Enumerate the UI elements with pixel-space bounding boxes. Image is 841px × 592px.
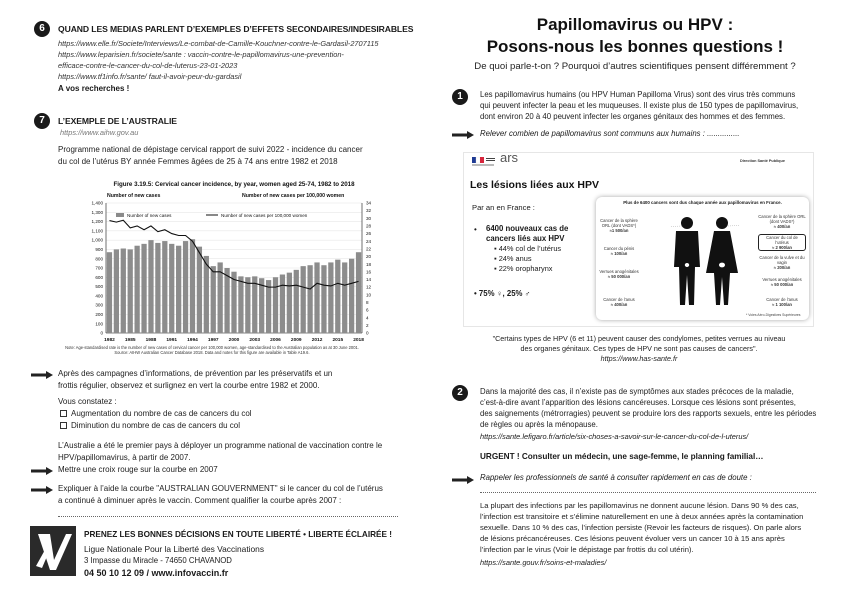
answer-line[interactable] — [58, 516, 398, 517]
card-title: Les lésions liées aux HPV — [470, 179, 599, 191]
left-tick-label: 300 — [95, 302, 103, 308]
x-tick-label: 1988 — [145, 338, 157, 343]
right-tick-label: 34 — [366, 200, 372, 206]
section-2-line-1: Dans la majorité des cas, il n’existe pas de symptômes aux stades précoces de la maladie, — [480, 387, 794, 396]
left-tick-label: 900 — [95, 247, 103, 253]
section-7-title: L’EXEMPLE DE L’AUSTRALIE — [58, 116, 177, 126]
figure-note-2: Source: AIHW Australian Cancer Database 2018. Data and notes for this figure are available in Table A19.6. — [114, 350, 310, 355]
section-7-number: 7 — [34, 113, 50, 129]
label-right-4: Verrues anogénitales ≈ 50 000/an — [762, 277, 802, 287]
left-tick-label: 500 — [95, 284, 103, 290]
vous-constatez: Vous constatez : — [58, 397, 117, 406]
bar-2004 — [259, 278, 264, 333]
right-tick-label: 28 — [366, 223, 372, 229]
section-6-title: QUAND LES MEDIAS PARLENT D’EXEMPLES D’EFFETS SECONDAIRES/INDESIRABLES — [58, 24, 414, 34]
arrow-icon — [31, 486, 53, 494]
label-left-4: Cancer de l’anus ≈ 400/an — [603, 297, 635, 307]
page-title-line-2: Posons-nous les bonnes questions ! — [486, 37, 784, 56]
right-tick-label: 24 — [366, 238, 372, 244]
bar-2015 — [335, 260, 340, 333]
hpv-body-diagram — [596, 197, 809, 320]
link-lefigaro[interactable]: https://sante.lefigaro.fr/article/six-choses-a-savoir-sur-le-cancer-du-col-de-l-uterus/ — [480, 432, 749, 441]
link-aihw[interactable]: https://www.aihw.gov.au — [60, 128, 139, 137]
right-tick-label: 16 — [366, 269, 372, 275]
link-elle[interactable]: https://www.elle.fr/Societe/Interviews/Le-combat-de-Camille-Kouchner-contre-le-Gardasil-2707115 — [58, 39, 379, 48]
bar-2005 — [266, 280, 271, 333]
arrow-icon — [452, 476, 474, 484]
checkbox-augmentation[interactable] — [60, 410, 67, 417]
chart-left-ticks — [92, 201, 104, 336]
x-tick-label: 2012 — [311, 338, 323, 343]
right-tick-label: 4 — [366, 315, 369, 321]
checkbox-diminution[interactable] — [60, 422, 67, 429]
para-1-line-2: frottis régulier, observez et surlignez en vert la courbe entre 1982 et 2000. — [58, 381, 320, 390]
x-tick-label: 2006 — [270, 338, 281, 343]
chart-bars — [107, 239, 361, 333]
link-sante-gouv[interactable]: https://sante.gouv.fr/soins-et-maladies/ — [480, 558, 607, 567]
body-silhouettes-icon — [670, 215, 740, 311]
bar-1993 — [183, 241, 188, 333]
x-tick-label: 2015 — [332, 338, 344, 343]
right-tick-label: 12 — [366, 284, 372, 290]
bar-1997 — [211, 266, 216, 333]
right-tick-label: 32 — [366, 208, 372, 214]
figure-notes — [22, 345, 402, 355]
option-diminution[interactable]: Diminution du nombre de cas de cancers du col — [60, 420, 240, 431]
section-2-para-2: l’infection est transitoire et s’élimine naturellement en une à deux années après la contamination — [480, 512, 804, 521]
legend-line-label: Number of new cases per 100,000 women — [221, 213, 308, 218]
left-tick-label: 0 — [100, 330, 103, 336]
bar-2000 — [231, 272, 236, 333]
right-tick-label: 26 — [366, 231, 372, 237]
page-subtitle: De quoi parle-t-on ? Pourquoi d’autres scientifiques pensent différemment ? — [474, 61, 796, 72]
bar-1999 — [224, 268, 229, 333]
footer-org: Ligue Nationale Pour la Liberté des Vaccinations — [84, 544, 265, 554]
chart-title: Figure 3.19.5: Cervical cancer incidence, by year, women aged 25-74, 1982 to 2018 — [113, 181, 355, 188]
caption — [455, 334, 823, 364]
bar-1982 — [107, 252, 112, 333]
left-tick-label: 1,200 — [91, 219, 103, 225]
chart-ylabel-right: Number of new cases per 100,000 women — [242, 193, 345, 199]
card-bullet-1: 6400 nouveaux cas de cancers liés aux HPV — [486, 224, 569, 243]
right-tick-label: 10 — [366, 292, 372, 298]
bar-2011 — [307, 265, 312, 333]
bar-1990 — [162, 241, 167, 333]
bar-1984 — [121, 249, 126, 334]
legend-bar-swatch — [116, 213, 124, 217]
arrow-icon — [31, 467, 53, 475]
section-6-call: A vos recherches ! — [58, 84, 130, 93]
bar-2012 — [314, 262, 319, 333]
section-2-para-1: La plupart des infections par les papillomavirus ne donnent aucune lésion. Dans 90 % des cas, — [480, 501, 799, 510]
bar-2009 — [294, 270, 299, 333]
link-leparisien[interactable]: https://www.leparisien.fr/societe/sante : vaccin-contre-le-papillomavirus-une-prevention- — [58, 50, 344, 59]
caption-link[interactable]: https://www.has-sante.fr — [600, 354, 678, 363]
bullet-icon: • — [474, 225, 477, 234]
page-title-line-1: Papillomavirus ou HPV : — [536, 15, 734, 34]
label-right-5: Cancer de l’anus ≈ 1 100/an — [766, 297, 798, 307]
section-1-line-1: Les papillomavirus humains (ou HPV Human Papilloma Virus) sont des virus très communs — [480, 90, 796, 99]
bar-1989 — [155, 243, 160, 333]
diagram-footnote: * Voies Aéro-Digestives Supérieures — [746, 313, 801, 317]
bar-1983 — [114, 249, 119, 333]
section-1-line-2: qui peuvent infecter la peau et les muqueuses. Il existe plus de 150 types de papillomavirus, — [480, 101, 799, 110]
section-2-para-5: l’infection par le virus (Voir le dépistage par frottis du col utérin). — [480, 545, 694, 554]
label-left-3: Verrues anogénitales ≈ 50 000/an — [599, 269, 639, 279]
x-tick-label: 2003 — [249, 338, 261, 343]
bar-1985 — [128, 249, 133, 333]
right-tick-label: 18 — [366, 261, 372, 267]
link-leparisien-cont[interactable]: efficace-contre-le-cancer-du-col-de-luterus-23-01-2023 — [58, 61, 238, 70]
bar-1995 — [197, 247, 202, 333]
left-tick-label: 800 — [95, 256, 103, 262]
label-right-3: Cancer de la vulve et du vagin ≈ 200/an — [759, 255, 805, 270]
bar-1996 — [204, 256, 209, 333]
left-tick-label: 700 — [95, 265, 103, 271]
arrow-icon — [31, 371, 53, 379]
section-2-para-4: de lésions précancéreuses. Ces lésions peuvent évoluer vers un cancer 10 à 15 ans après — [480, 534, 785, 543]
card-subtitle: Par an en France : — [472, 203, 535, 212]
label-left-1: Cancer de la sphère ORL (dont VADS*) ≈1 500/an — [600, 218, 638, 233]
para-2-line-2: HPV/papillomavirus, à partir de 2007. — [58, 453, 191, 462]
x-tick-label: 1991 — [166, 338, 178, 343]
card-percentages: ▪ 44% col de l’utérus ▪ 24% anus ▪ 22% oropharynx — [494, 244, 562, 273]
section-1-line-3: dont environ 20 à 40 peuvent infecter les organes génitaux des hommes et des femmes. — [480, 112, 786, 121]
bar-1986 — [135, 246, 140, 333]
cervical-cancer-chart — [60, 175, 390, 345]
ars-logo: ars — [500, 150, 519, 165]
right-tick-label: 8 — [366, 300, 369, 306]
left-tick-label: 1,400 — [91, 200, 103, 206]
x-tick-label: 2018 — [353, 338, 364, 343]
section-2-number: 2 — [452, 385, 468, 401]
bar-2002 — [245, 277, 250, 333]
bar-1987 — [141, 244, 146, 333]
bar-2010 — [301, 266, 306, 333]
legend-bar-label: Number of new cases — [127, 213, 172, 218]
chart-right-ticks — [366, 201, 372, 336]
label-right-1: Cancer de la sphère ORL (dont VADS*) ≈ 400/an — [758, 214, 806, 229]
left-tick-label: 1,300 — [91, 209, 103, 215]
section-1-number: 1 — [452, 89, 468, 105]
left-tick-label: 100 — [95, 321, 103, 327]
bar-2006 — [273, 277, 278, 333]
section-2-line-3: des saignements (métrorragies) peuvent se produire lors des rapports sexuels, entre les périodes — [480, 409, 817, 418]
card-ratio: • 75% ♀, 25% ♂ — [474, 289, 531, 298]
section-7-desc-1: Programme national de dépistage cervical rapport de suivi 2022 - incidence du cancer — [58, 145, 363, 154]
left-tick-label: 1,000 — [91, 237, 103, 243]
arrow-icon — [452, 131, 474, 139]
left-tick-label: 400 — [95, 293, 103, 299]
answer-line-right[interactable] — [480, 492, 816, 493]
right-tick-label: 0 — [366, 330, 369, 336]
bar-2013 — [321, 265, 326, 333]
right-tick-label: 14 — [366, 277, 372, 283]
bar-2018 — [356, 252, 361, 333]
section-1-question[interactable]: Relever combien de papillomavirus sont communs aux humains : ............... — [480, 129, 740, 138]
bar-2016 — [342, 262, 347, 333]
republique-logo-icon — [472, 157, 496, 167]
urgent-notice: URGENT ! Consulter un médecin, une sage-femme, le planning familial… — [480, 452, 764, 461]
chart-x-ticks — [104, 337, 364, 343]
right-tick-label: 20 — [366, 254, 372, 260]
right-tick-label: 2 — [366, 322, 369, 328]
link-tf1info[interactable]: https://www.tf1info.fr/sante/ faut-il-avoir-peur-du-gardasil — [58, 72, 242, 81]
left-tick-label: 600 — [95, 274, 103, 280]
para-3: Mettre une croix rouge sur la courbe en 2007 — [58, 465, 218, 474]
bar-2007 — [280, 275, 285, 334]
bar-1992 — [176, 246, 181, 333]
section-6-links — [58, 38, 379, 82]
bar-2017 — [349, 259, 354, 333]
x-tick-label: 1997 — [207, 338, 219, 343]
bar-1994 — [190, 239, 195, 333]
x-tick-label: 2009 — [290, 338, 302, 343]
label-left-2: Cancer du pénis ≈ 100/an — [603, 246, 635, 256]
footer-slogan: PRENEZ LES BONNES DÉCISIONS EN TOUTE LIBERTÉ • LIBERTE ÉCLAIRÉE ! — [84, 530, 392, 539]
lnplv-logo-icon — [30, 526, 76, 576]
left-tick-label: 1,100 — [91, 228, 103, 234]
x-tick-label: 1985 — [124, 338, 136, 343]
section-6-number: 6 — [34, 21, 50, 37]
left-tick-label: 200 — [95, 312, 103, 318]
footer-contact[interactable]: 04 50 10 12 09 / www.infovaccin.fr — [84, 568, 229, 578]
bar-2008 — [287, 273, 292, 333]
bar-1991 — [169, 244, 174, 333]
option-augmentation[interactable]: Augmentation du nombre de cas de cancers du col — [60, 408, 252, 419]
section-2-question[interactable]: Rappeler les professionnels de santé à consulter rapidement en cas de doute : — [480, 473, 752, 482]
right-tick-label: 30 — [366, 215, 372, 221]
section-2-line-2: c’est-à-dire avant l’apparition des lésions cancéreuses. Lorsque ces lésions sont présentes, — [480, 398, 796, 407]
bar-2014 — [328, 262, 333, 333]
x-tick-label: 1994 — [187, 338, 198, 343]
footer-address: 3 Impasse du Miracle - 74650 CHAVANOD — [84, 556, 232, 565]
para-4-line-1: Expliquer à l’aide la courbe "AUSTRALIAN GOUVERNMENT" si le cancer du col de l’utérus — [58, 484, 383, 493]
para-1-line-1: Après des campagnes d’informations, de prévention par les préservatifs et un — [58, 369, 333, 378]
chart-ylabel-left: Number of new cases — [107, 193, 161, 199]
section-7-desc-2: du col de l’utérus BY année Femmes âgées de 25 à 74 ans entre 1982 et 2018 — [58, 157, 338, 166]
caption-line-2: des organes génitaux. Ces types de HPV ne sont pas causes de cancers". — [520, 344, 758, 353]
figure-note-1: Note: Age-standardised rate is the number of new cases of cervical cancer per 100,000 women, age-standardised to the Australian population as at 30 June 2001. — [65, 345, 359, 350]
label-right-2: Cancer du col de l’utérus ≈ 2 900/an — [758, 234, 806, 251]
right-tick-label: 22 — [366, 246, 372, 252]
right-tick-label: 6 — [366, 307, 369, 313]
x-tick-label: 1982 — [104, 338, 115, 343]
bar-1988 — [148, 240, 153, 333]
x-tick-label: 2000 — [228, 338, 240, 343]
bar-2003 — [252, 276, 257, 333]
section-2-para-3: sexuelle. Dans 10 % des cas, l’infection persiste (Revoir les facteurs de risques). On parle alors — [480, 523, 802, 532]
para-2-line-1: L’Australie a été le premier pays à déployer un programme national de vaccination contre le — [58, 441, 383, 450]
bar-2001 — [238, 276, 243, 333]
section-2-line-4: de règles ou après la ménopause. — [480, 420, 598, 429]
diagram-title: Plus de 6400 cancers sont dus chaque année aux papillomavirus en France. — [623, 200, 782, 205]
direction-sante: Direction Santé Publique — [740, 159, 785, 163]
para-4-line-2: a continué à diminuer après le vaccin. Comment qualifier la courbe après 2007 : — [58, 496, 342, 505]
caption-line-1: "Certains types de HPV (6 et 11) peuvent causer des condylomes, petites verrues au niveau — [492, 334, 786, 343]
